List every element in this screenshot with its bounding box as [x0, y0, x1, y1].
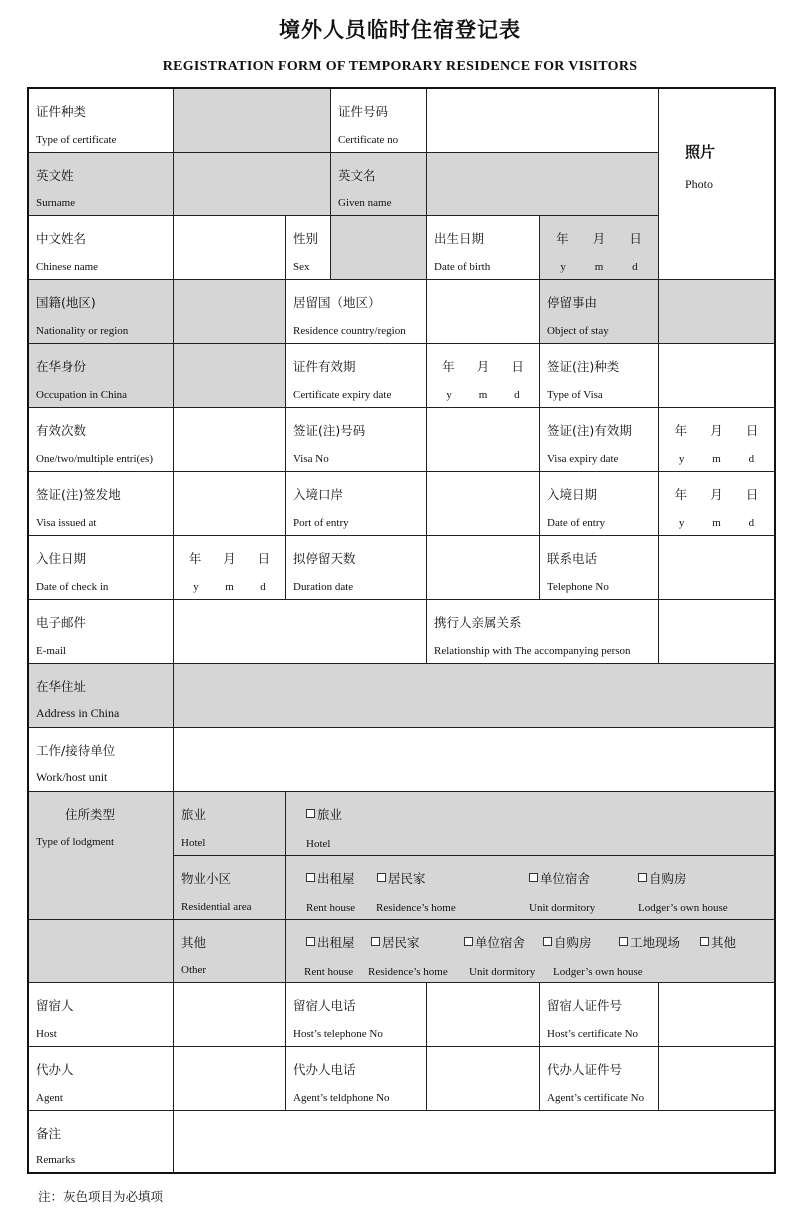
lodgment-type-spacer [29, 920, 174, 983]
checkbox-icon [306, 873, 315, 882]
input-visa-issued[interactable] [174, 472, 286, 536]
label-visa-type: 签证(注)种类 Type of Visa [540, 344, 659, 408]
input-relationship[interactable] [659, 600, 774, 664]
label-cert-expiry: 证件有效期 Certificate expiry date [286, 344, 427, 408]
input-sex[interactable] [331, 216, 427, 280]
label-object-of-stay: 停留事由 Object of stay [540, 280, 659, 344]
input-remarks[interactable] [174, 1111, 774, 1172]
input-duration[interactable] [427, 536, 540, 600]
checkbox-icon [700, 937, 709, 946]
label-agent-cert: 代办人证件号 Agent’s certificate No [540, 1047, 659, 1111]
label-residential: 物业小区 Residential area [174, 856, 286, 920]
checkbox-icon [306, 809, 315, 818]
input-cert-expiry[interactable]: 年 月 日 y m d [427, 344, 540, 408]
label-other: 其他 Other [174, 920, 286, 983]
label-duration: 拟停留天数 Duration date [286, 536, 427, 600]
input-address[interactable] [174, 664, 774, 728]
label-agent: 代办人 Agent [29, 1047, 174, 1111]
other-options: 出租屋 Rent house 居民家 Residence’s home 单位宿舍 Unit dormitory 自购房 Lodger’s own house 工地现场 其他 [286, 920, 774, 983]
input-cert-no[interactable] [427, 89, 659, 153]
checkbox-icon [306, 937, 315, 946]
input-dob[interactable]: 年 月 日 y m d [540, 216, 659, 280]
checkbox-icon [464, 937, 473, 946]
residential-options: 出租屋 Rent house 居民家 Residence’s home 单位宿舍 Unit dormitory 自购房 Lodger’s own house [286, 856, 774, 920]
input-visa-no[interactable] [427, 408, 540, 472]
label-cert-type: 证件种类 Type of certificate [29, 89, 174, 153]
label-email: 电子邮件 E-mail [29, 600, 174, 664]
input-host-tel[interactable] [427, 983, 540, 1047]
registration-form [27, 87, 776, 1174]
photo-box[interactable]: 照片 Photo [659, 89, 774, 280]
input-agent-tel[interactable] [427, 1047, 540, 1111]
input-cert-type[interactable] [174, 89, 331, 153]
label-visa-expiry: 签证(注)有效期 Visa expiry date [540, 408, 659, 472]
label-visa-no: 签证(注)号码 Visa No [286, 408, 427, 472]
label-agent-tel: 代办人电话 Agent’s teldphone No [286, 1047, 427, 1111]
label-dob: 出生日期 Date of birth [427, 216, 540, 280]
label-date-entry: 入境日期 Date of entry [540, 472, 659, 536]
label-address: 在华住址 Address in China [29, 664, 174, 728]
label-relationship: 携行人亲属关系 Relationship with The accompanying person [427, 600, 659, 664]
input-object-of-stay[interactable] [659, 280, 774, 344]
input-chinese-name[interactable] [174, 216, 286, 280]
label-lodgment-type: 住所类型 Type of lodgment [29, 792, 174, 920]
hotel-options: 旅业 Hotel [286, 792, 774, 856]
checkbox-icon [371, 937, 380, 946]
footnote: 注：灰色项目为必填项 [38, 1189, 164, 1204]
checkbox-icon [543, 937, 552, 946]
input-check-in[interactable]: 年 月 日 y m d [174, 536, 286, 600]
input-residence-country[interactable] [427, 280, 540, 344]
checkbox-icon [377, 873, 386, 882]
checkbox-icon [619, 937, 628, 946]
form-title-english: REGISTRATION FORM OF TEMPORARY RESIDENCE FOR VISITORS [162, 59, 638, 74]
input-agent[interactable] [174, 1047, 286, 1111]
label-port-entry: 入境口岸 Port of entry [286, 472, 427, 536]
label-host-tel: 留宿人电话 Host’s telephone No [286, 983, 427, 1047]
label-surname: 英文姓 Surname [29, 153, 174, 216]
label-telephone: 联系电话 Telephone No [540, 536, 659, 600]
label-given-name: 英文名 Given name [331, 153, 427, 216]
label-entries: 有效次数 One/two/multiple entri(es) [29, 408, 174, 472]
input-occupation[interactable] [174, 344, 286, 408]
label-host: 留宿人 Host [29, 983, 174, 1047]
label-occupation: 在华身份 Occupation in China [29, 344, 174, 408]
input-entries[interactable] [174, 408, 286, 472]
input-agent-cert[interactable] [659, 1047, 774, 1111]
label-nationality: 国籍(地区) Nationality or region [29, 280, 174, 344]
input-visa-type[interactable] [659, 344, 774, 408]
label-visa-issued: 签证(注)签发地 Visa issued at [29, 472, 174, 536]
checkbox-icon [638, 873, 647, 882]
label-remarks: 备注 Remarks [29, 1111, 174, 1172]
input-nationality[interactable] [174, 280, 286, 344]
label-chinese-name: 中文姓名 Chinese name [29, 216, 174, 280]
input-email[interactable] [174, 600, 427, 664]
input-date-entry[interactable]: 年 月 日 y m d [659, 472, 774, 536]
input-surname[interactable] [174, 153, 331, 216]
label-cert-no: 证件号码 Certificate no [331, 89, 427, 153]
label-host-cert: 留宿人证件号 Host’s certificate No [540, 983, 659, 1047]
label-hotel: 旅业 Hotel [174, 792, 286, 856]
label-work-unit: 工作/接待单位 Work/host unit [29, 728, 174, 792]
form-title-chinese: 境外人员临时住宿登记表 [279, 18, 521, 42]
input-port-entry[interactable] [427, 472, 540, 536]
label-check-in: 入住日期 Date of check in [29, 536, 174, 600]
input-host[interactable] [174, 983, 286, 1047]
input-visa-expiry[interactable]: 年 月 日 y m d [659, 408, 774, 472]
label-residence-country: 居留国（地区） Residence country/region [286, 280, 427, 344]
input-host-cert[interactable] [659, 983, 774, 1047]
label-sex: 性别 Sex [286, 216, 331, 280]
input-given-name[interactable] [427, 153, 659, 216]
input-work-unit[interactable] [174, 728, 774, 792]
checkbox-icon [529, 873, 538, 882]
input-telephone[interactable] [659, 536, 774, 600]
